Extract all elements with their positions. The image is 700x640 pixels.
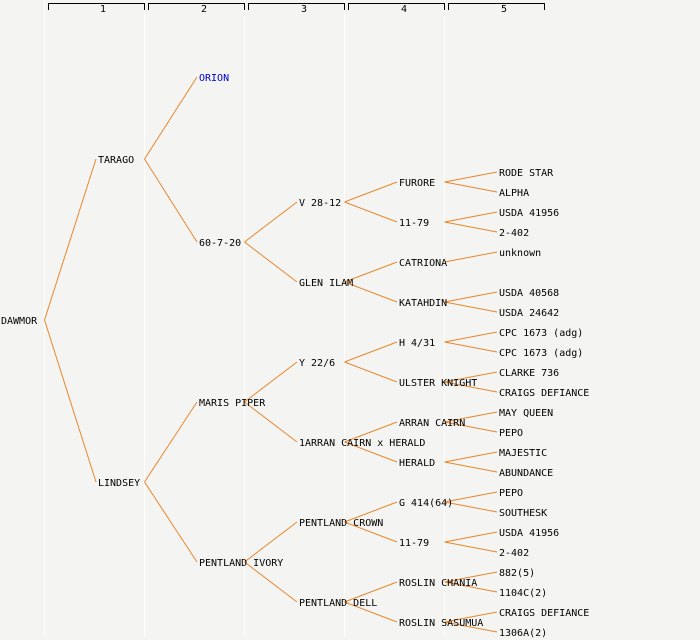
- node-arran-cairn[interactable]: ARRAN CAIRN: [399, 418, 466, 429]
- node-pentland-dell[interactable]: PENTLAND DELL: [299, 598, 378, 609]
- node-roslin-chania[interactable]: ROSLIN CHANIA: [399, 578, 478, 589]
- node-11-79-b[interactable]: 11-79: [399, 538, 430, 549]
- node-pentland-crown[interactable]: PENTLAND CROWN: [299, 518, 384, 529]
- node-katahdin[interactable]: KATAHDIN: [399, 298, 448, 309]
- node-cpc-1673-adg-a[interactable]: CPC 1673 (adg): [499, 328, 584, 339]
- node-y-22-6[interactable]: Y 22/6: [299, 358, 336, 369]
- node-1104c-2[interactable]: 1104C(2): [499, 588, 548, 599]
- node-southesk[interactable]: SOUTHESK: [499, 508, 548, 519]
- node-pentland-ivory[interactable]: PENTLAND IVORY: [199, 558, 284, 569]
- generation-number: 1: [100, 4, 107, 15]
- node-usda-41956-b[interactable]: USDA 41956: [499, 528, 560, 539]
- node-glen-ilam[interactable]: GLEN ILAM: [299, 278, 354, 289]
- node-cpc-1673-adg-b[interactable]: CPC 1673 (adg): [499, 348, 584, 359]
- node-orion[interactable]: ORION: [199, 73, 230, 84]
- node-dawmor[interactable]: DAWMOR: [1, 316, 38, 327]
- node-abundance[interactable]: ABUNDANCE: [499, 468, 554, 479]
- node-ulster-knight[interactable]: ULSTER KNIGHT: [399, 378, 478, 389]
- node-clarke-736[interactable]: CLARKE 736: [499, 368, 560, 379]
- node-craigs-defiance-b[interactable]: CRAIGS DEFIANCE: [499, 608, 590, 619]
- node-h-4-31[interactable]: H 4/31: [399, 338, 436, 349]
- node-catriona[interactable]: CATRIONA: [399, 258, 448, 269]
- node-g-414-64[interactable]: G 414(64): [399, 498, 454, 509]
- node-2-402-a[interactable]: 2-402: [499, 228, 530, 239]
- node-majestic[interactable]: MAJESTIC: [499, 448, 548, 459]
- node-2-402-b[interactable]: 2-402: [499, 548, 530, 559]
- node-usda-41956-a[interactable]: USDA 41956: [499, 208, 560, 219]
- node-usda-24642[interactable]: USDA 24642: [499, 308, 560, 319]
- node-arran-cairn-x-herald[interactable]: 1ARRAN CAIRN x HERALD: [299, 438, 426, 449]
- node-craigs-defiance-a[interactable]: CRAIGS DEFIANCE: [499, 388, 590, 399]
- node-furore[interactable]: FURORE: [399, 178, 436, 189]
- node-lindsey[interactable]: LINDSEY: [98, 478, 141, 489]
- node-882-5[interactable]: 882(5): [499, 568, 536, 579]
- node-roslin-sasumua[interactable]: ROSLIN SASUMUA: [399, 618, 484, 629]
- node-maris-piper[interactable]: MARIS PIPER: [199, 398, 266, 409]
- node-60-7-20[interactable]: 60-7-20: [199, 238, 242, 249]
- generation-number: 3: [301, 4, 308, 15]
- node-may-queen[interactable]: MAY QUEEN: [499, 408, 554, 419]
- node-rode-star[interactable]: RODE STAR: [499, 168, 554, 179]
- node-1306a-2[interactable]: 1306A(2): [499, 628, 548, 639]
- generation-number: 4: [401, 4, 408, 15]
- node-tarago[interactable]: TARAGO: [98, 155, 135, 166]
- node-v-28-12[interactable]: V 28-12: [299, 198, 342, 209]
- generation-number: 5: [501, 4, 508, 15]
- node-usda-40568[interactable]: USDA 40568: [499, 288, 560, 299]
- node-pepo-b[interactable]: PEPO: [499, 488, 524, 499]
- node-alpha[interactable]: ALPHA: [499, 188, 530, 199]
- node-pepo-a[interactable]: PEPO: [499, 428, 524, 439]
- generation-number: 2: [201, 4, 208, 15]
- node-unknown[interactable]: unknown: [499, 248, 542, 259]
- node-herald[interactable]: HERALD: [399, 458, 436, 469]
- node-11-79-a[interactable]: 11-79: [399, 218, 430, 229]
